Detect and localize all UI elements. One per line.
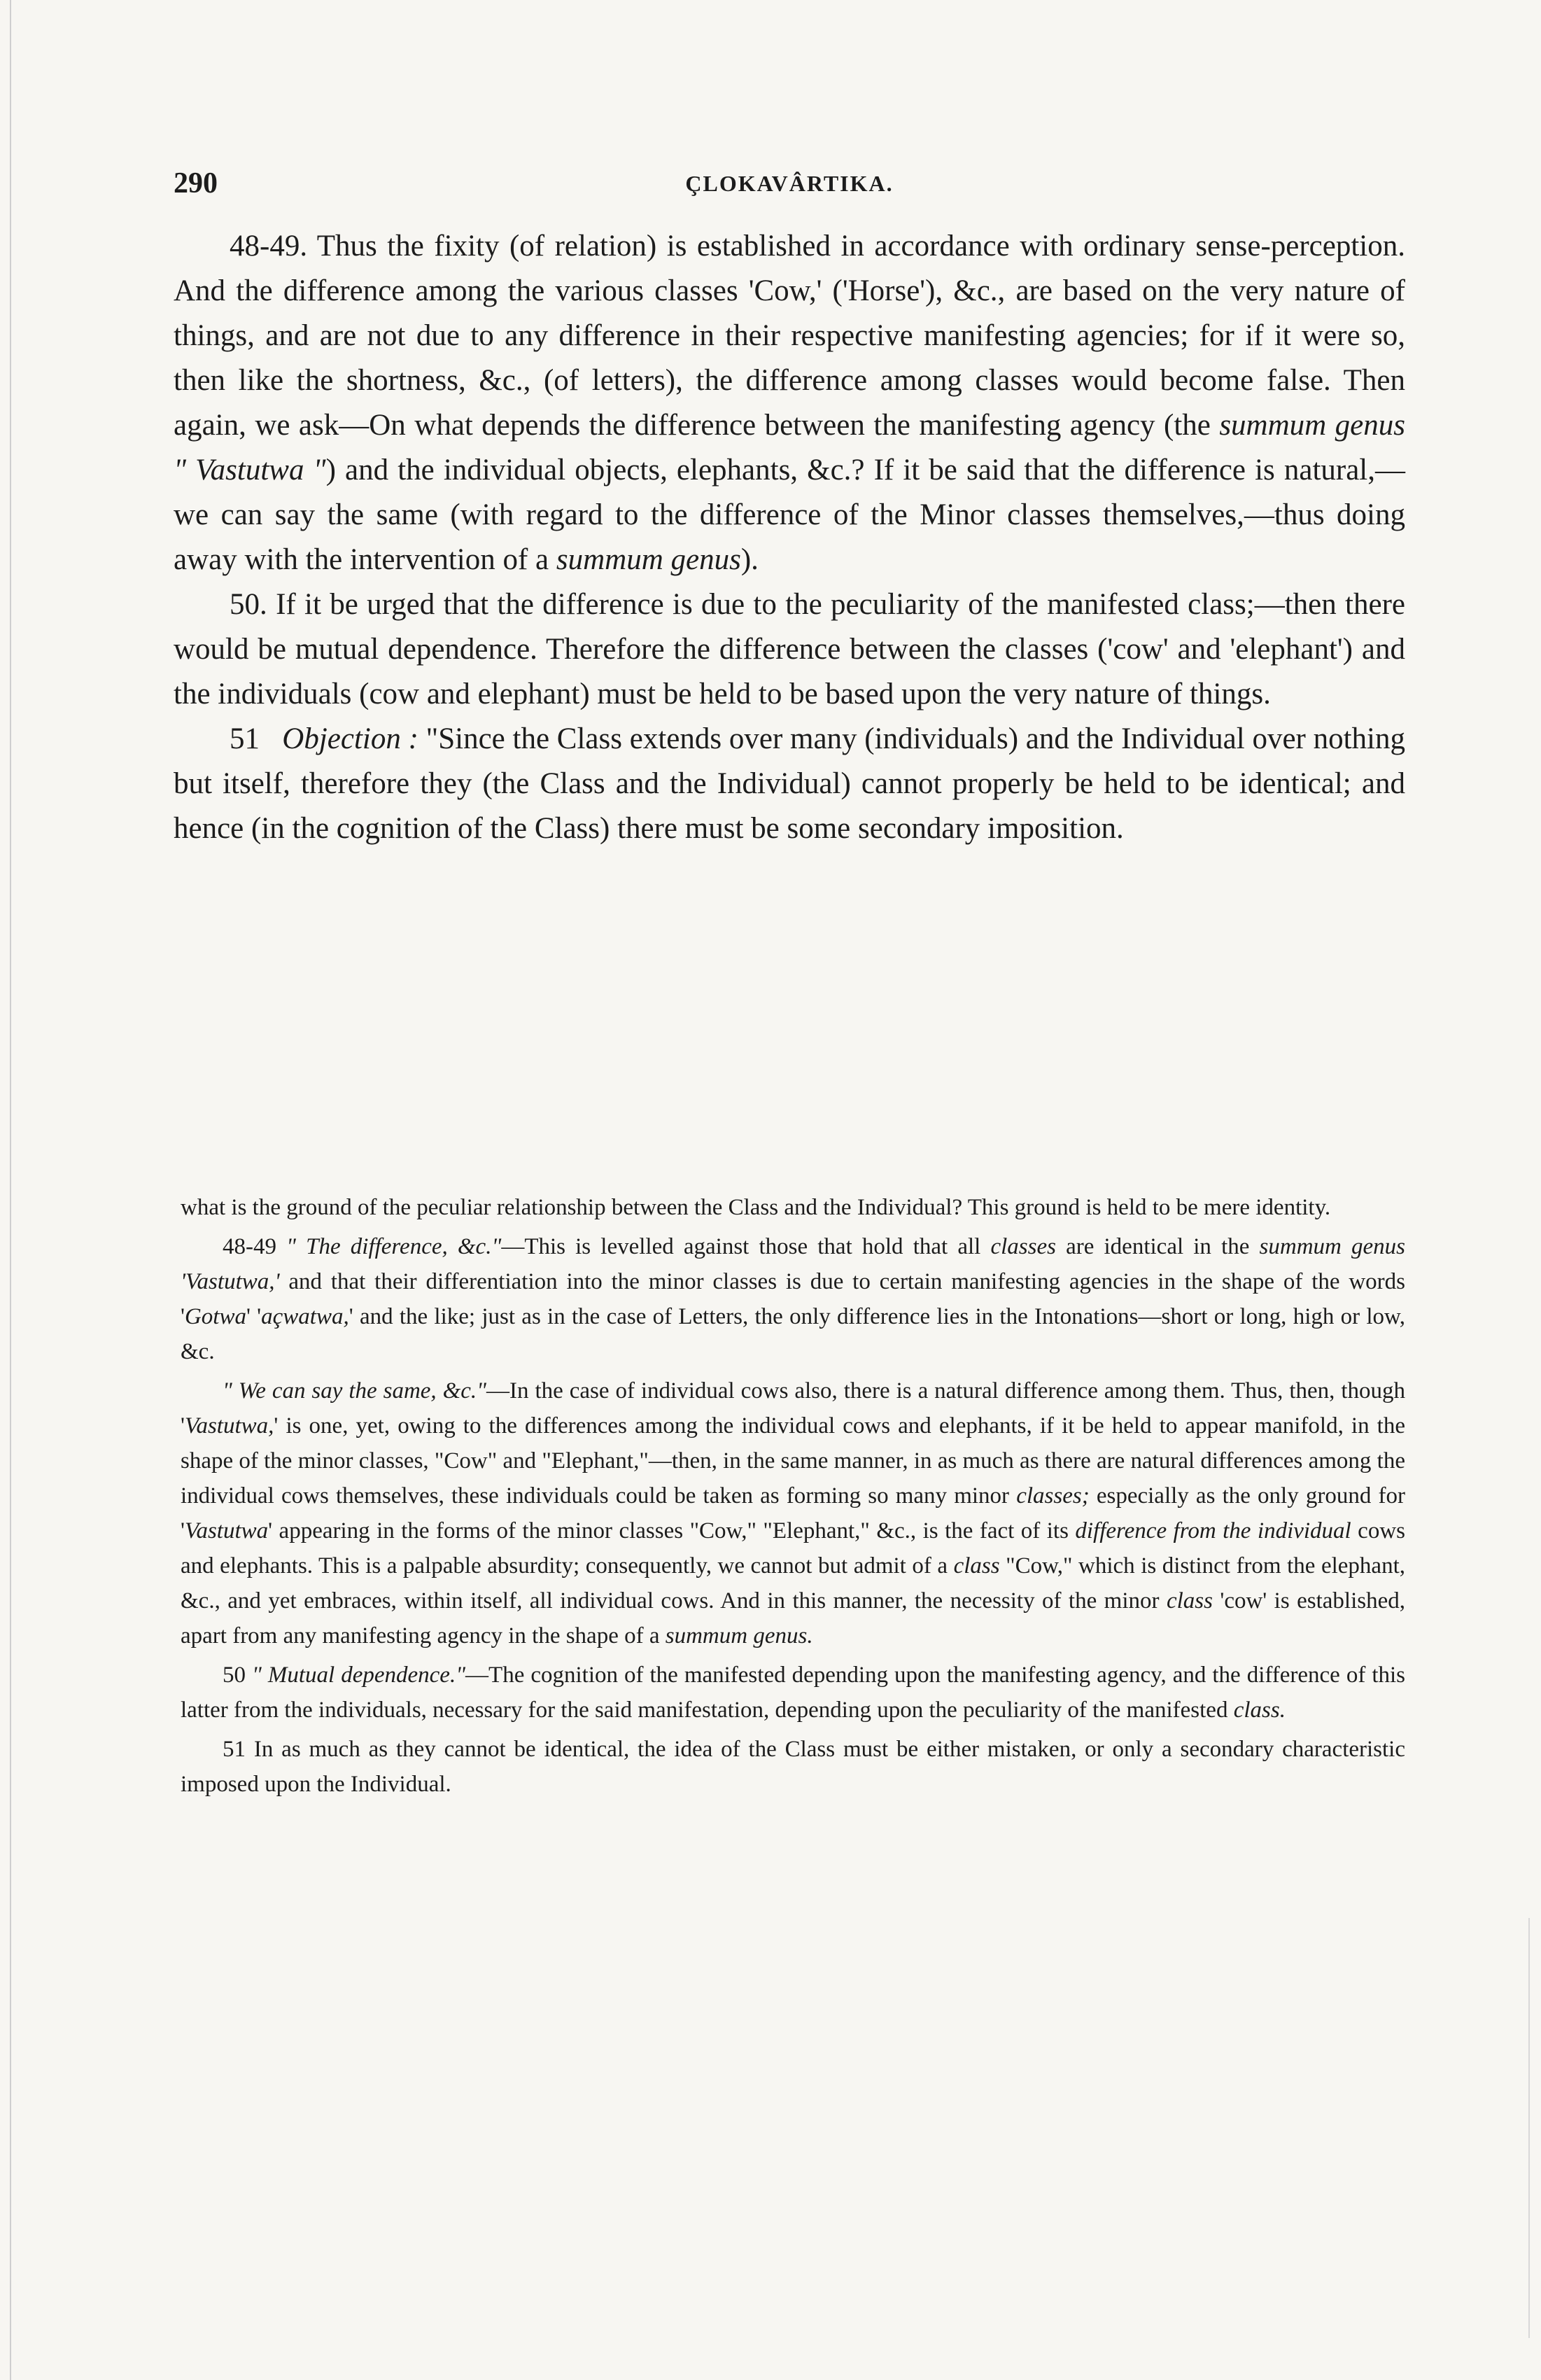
main-text [174, 224, 1405, 851]
footnote-continuation: what is the ground of the peculiar relationship between the Class and the Individual? This ground is held to be mere identity. [181, 1195, 1331, 1220]
scan-margin-line [10, 0, 11, 2380]
objection-label: Objection : [282, 722, 418, 755]
footnote-50: 50 " Mutual dependence."—The cognition of the manifested depending upon the manifesting agency, and the difference of this latter from the individuals, necessary for the said manifestation, depending upon the peculiarity of the manifested class. [181, 1662, 1405, 1723]
verse-number: 51 [230, 722, 260, 755]
paragraph-51: 51 Objection : "Since the Class extends over many (individuals) and the Individual over nothing but itself, therefore they (the Class and the Individual) cannot properly be held to be identical; and hence (in the cognition of the Class) there must be some secondary imposition. [174, 722, 1405, 845]
scan-margin-line-right [1528, 1918, 1530, 2338]
page-header [174, 167, 1405, 209]
footnote-same: " We can say the same, &c."—In the case of individual cows also, there is a natural difference among them. Thus, then, though 'Vastutwa,' is one, yet, owing to the differences among the individual cows and elephants, if it be held to appear manifold, in the shape of the minor classes, "Cow" and "Elephant,"—then, in the same manner, in as much as there are natural differences among the individual cows themselves, these individuals could be taken as forming so many minor classes; especially as the only ground for 'Vastutwa' appearing in the forms of the minor classes "Cow," "Elephant," &c., is the fact of its difference from the individual cows and elephants. This is a palpable absurdity; consequently, we cannot but admit of a class "Cow," which is distinct from the elephant, &c., and yet embraces, within itself, all individual cows. And in this manner, the necessity of the minor class 'cow' is established, apart from any manifesting agency in the shape of a summum genus. [181, 1378, 1405, 1648]
running-title: ÇLOKAVÂRTIKA. [685, 171, 894, 196]
footnote-number: 48-49 [223, 1234, 276, 1259]
footnote-number: 50 [223, 1662, 246, 1688]
footnotes [181, 1190, 1405, 1806]
paragraph-50: 50. If it be urged that the difference is due to the peculiarity of the manifested class;—then there would be mutual dependence. Therefore the difference between the classes ('cow' and 'elephant') and the individuals (cow and elephant) must be held to be based upon the very nature of things. [174, 588, 1405, 710]
paragraph-48-49: 48-49. Thus the fixity (of relation) is established in accordance with ordinary sense-perception. And the difference among the various classes 'Cow,' ('Horse'), &c., are based on the very nature of things, and are not due to any difference in their respective manifesting agencies; for if it were so, then like the shortness, &c., (of letters), the difference among classes would become false. Then again, we ask—On what depends the difference between the manifesting agency (the summum genus " Vastutwa ") and the individual objects, elephants, &c.? If it be said that the difference is natural,—we can say the same (with regard to the difference of the Minor classes themselves,—thus doing away with the intervention of a summum genus). [174, 230, 1406, 576]
footnote-51: 51 In as much as they cannot be identical, the idea of the Class must be either mistaken, or only a secondary characteristic imposed upon the Individual. [181, 1737, 1405, 1797]
footnote-48-49: 48-49 " The difference, &c."—This is levelled against those that hold that all classes are identical in the summum genus 'Vastutwa,' and that their differentiation into the minor classes is due to certain manifesting agencies in the shape of the words 'Gotwa' 'açwatwa,' and the like; just as in the case of Letters, the only difference lies in the Intonations—short or long, high or low, &c. [181, 1234, 1405, 1364]
page-number: 290 [174, 167, 218, 200]
footnote-number: 51 [223, 1737, 246, 1762]
verse-number: 50. [230, 588, 267, 621]
verse-number: 48-49. [230, 230, 308, 262]
